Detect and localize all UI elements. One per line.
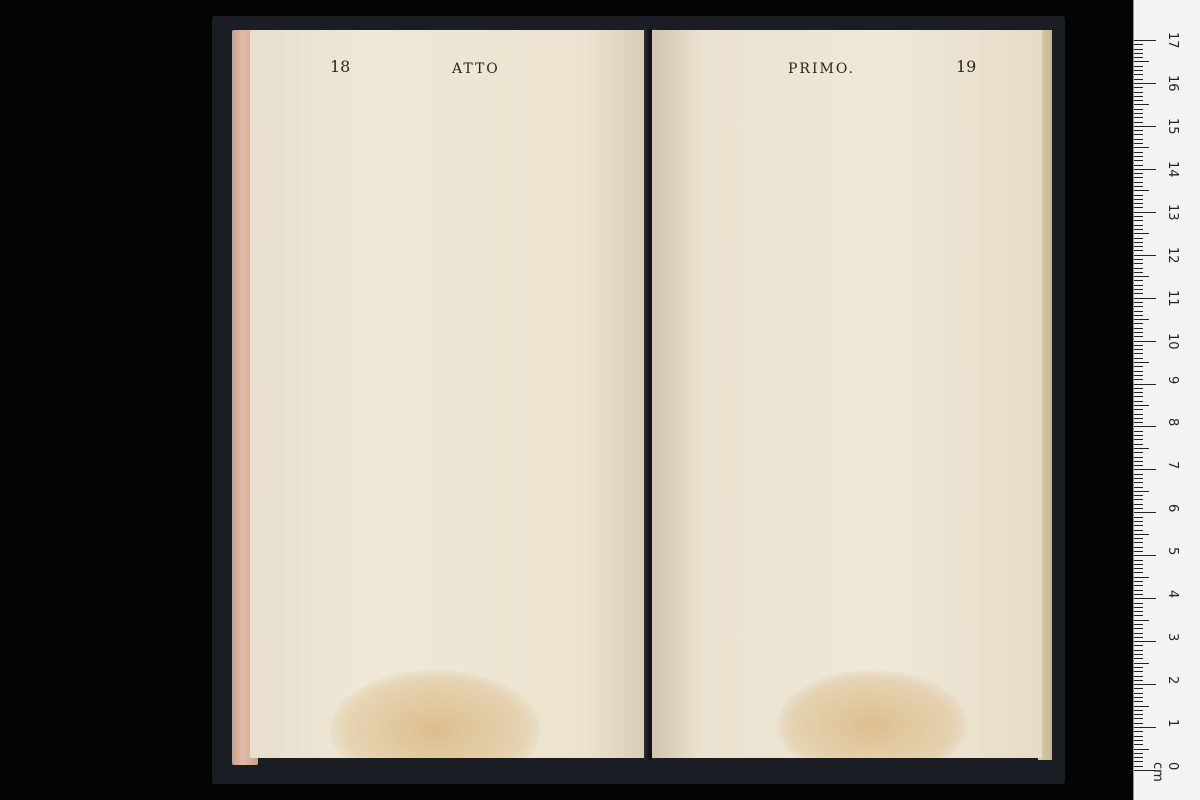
ruler-tick: [1134, 74, 1143, 75]
ruler-tick: [1134, 302, 1143, 303]
ruler-tick: [1134, 598, 1156, 599]
measuring-ruler: [1133, 0, 1200, 800]
ruler-tick: [1134, 487, 1143, 488]
ruler-tick: [1134, 190, 1149, 191]
ruler-label: 0 cm: [1150, 762, 1180, 782]
ruler-tick: [1134, 744, 1143, 745]
ruler-tick: [1134, 366, 1143, 367]
ruler-tick: [1134, 667, 1143, 668]
ruler-tick: [1134, 173, 1143, 174]
ruler-tick: [1134, 718, 1143, 719]
ruler-tick: [1134, 530, 1143, 531]
ruler-label: 10: [1165, 332, 1180, 350]
ruler-tick: [1134, 676, 1143, 677]
ruler-tick: [1134, 130, 1143, 131]
ruler-tick: [1134, 388, 1143, 389]
ruler-tick: [1134, 268, 1143, 269]
ruler-tick: [1134, 697, 1143, 698]
ruler-tick: [1134, 401, 1143, 402]
ruler-tick: [1134, 212, 1156, 213]
ruler-tick: [1134, 336, 1143, 337]
ruler-tick: [1134, 572, 1143, 573]
ruler-tick: [1134, 448, 1149, 449]
ruler-tick: [1134, 306, 1143, 307]
ruler-tick: [1134, 504, 1143, 505]
ruler-tick: [1134, 414, 1143, 415]
ruler-tick: [1134, 61, 1149, 62]
ruler-tick: [1134, 714, 1143, 715]
ruler-tick: [1134, 113, 1143, 114]
ruler-tick: [1134, 392, 1143, 393]
ruler-tick: [1134, 255, 1156, 256]
ruler-tick: [1134, 461, 1143, 462]
ruler-tick: [1134, 298, 1156, 299]
ruler-tick: [1134, 439, 1143, 440]
ruler-tick: [1134, 250, 1143, 251]
ruler-tick: [1134, 169, 1156, 170]
ruler-tick: [1134, 542, 1143, 543]
ruler-tick: [1134, 611, 1143, 612]
page-number: 18: [330, 57, 351, 76]
ruler-tick: [1134, 603, 1143, 604]
ruler-tick: [1134, 341, 1156, 342]
ruler-label: 1: [1165, 719, 1180, 728]
ruler-tick: [1134, 590, 1143, 591]
water-stain: [330, 670, 540, 758]
ruler-tick: [1134, 44, 1143, 45]
ruler-tick: [1134, 203, 1143, 204]
ruler-tick: [1134, 426, 1156, 427]
ruler-tick: [1134, 405, 1149, 406]
ruler-label: 3: [1165, 633, 1180, 642]
ruler-tick: [1134, 311, 1143, 312]
ruler-tick: [1134, 431, 1143, 432]
ruler-tick: [1134, 104, 1149, 105]
ruler-tick: [1134, 293, 1143, 294]
ruler-tick: [1134, 525, 1143, 526]
ruler-label: 2: [1165, 676, 1180, 685]
ruler-tick: [1134, 332, 1143, 333]
ruler-label: 4: [1165, 590, 1180, 599]
ruler-label: 8: [1165, 418, 1180, 427]
ruler-tick: [1134, 534, 1149, 535]
ruler-label: 9: [1165, 375, 1180, 384]
ruler-tick: [1134, 100, 1143, 101]
ruler-label: 15: [1165, 117, 1180, 135]
ruler-tick: [1134, 555, 1156, 556]
ruler-tick: [1134, 225, 1143, 226]
ruler-tick: [1134, 757, 1143, 758]
ruler-tick: [1134, 641, 1156, 642]
ruler-tick: [1134, 40, 1156, 41]
ruler-tick: [1134, 126, 1156, 127]
ruler-tick: [1134, 753, 1143, 754]
ruler-tick: [1134, 263, 1143, 264]
ruler-tick: [1134, 207, 1143, 208]
ruler-tick: [1134, 315, 1143, 316]
ruler-label: 5: [1165, 547, 1180, 556]
ruler-tick: [1134, 615, 1143, 616]
ruler-tick: [1134, 688, 1143, 689]
ruler-tick: [1134, 654, 1143, 655]
ruler-tick: [1134, 66, 1143, 67]
ruler-tick: [1134, 469, 1156, 470]
ruler-tick: [1134, 740, 1143, 741]
ruler-tick: [1134, 353, 1143, 354]
ruler-tick: [1134, 83, 1156, 84]
ruler-tick: [1134, 165, 1143, 166]
ruler-tick: [1134, 238, 1143, 239]
ruler-tick: [1134, 328, 1143, 329]
page-number: 19: [956, 57, 977, 76]
ruler-tick: [1134, 177, 1143, 178]
ruler-tick: [1134, 323, 1143, 324]
ruler-tick: [1134, 345, 1143, 346]
ruler-tick: [1134, 92, 1143, 93]
running-head: PRIMO.: [788, 61, 855, 77]
ruler-tick: [1134, 517, 1143, 518]
ruler-tick: [1134, 474, 1143, 475]
ruler-tick: [1134, 147, 1149, 148]
ruler-tick: [1134, 594, 1143, 595]
ruler-tick: [1134, 547, 1143, 548]
ruler-label: 7: [1165, 461, 1180, 470]
ruler-tick: [1134, 551, 1143, 552]
ruler-tick: [1134, 452, 1143, 453]
ruler-tick: [1134, 57, 1143, 58]
ruler-tick: [1134, 633, 1143, 634]
ruler-tick: [1134, 220, 1143, 221]
ruler-tick: [1134, 658, 1143, 659]
ruler-tick: [1134, 568, 1143, 569]
ruler-tick: [1134, 723, 1143, 724]
ruler-tick: [1134, 117, 1143, 118]
ruler-label: 12: [1165, 246, 1180, 264]
ruler-tick: [1134, 143, 1143, 144]
ruler-tick: [1134, 349, 1143, 350]
ruler-tick: [1134, 581, 1143, 582]
left-page: [250, 30, 648, 758]
ruler-tick: [1134, 465, 1143, 466]
ruler-tick: [1134, 53, 1143, 54]
ruler-tick: [1134, 749, 1149, 750]
ruler-label: 16: [1165, 74, 1180, 92]
ruler-tick: [1134, 246, 1143, 247]
ruler-label: 14: [1165, 160, 1180, 178]
ruler-tick: [1134, 628, 1143, 629]
ruler-tick: [1134, 156, 1143, 157]
ruler-tick: [1134, 478, 1143, 479]
ruler-tick: [1134, 482, 1143, 483]
ruler-tick: [1134, 199, 1143, 200]
ruler-tick: [1134, 375, 1143, 376]
ruler-tick: [1134, 538, 1143, 539]
ruler-label: 11: [1165, 289, 1180, 307]
ruler-tick: [1134, 182, 1143, 183]
ruler-tick: [1134, 186, 1143, 187]
ruler-tick: [1134, 607, 1143, 608]
ruler-tick: [1134, 508, 1143, 509]
ruler-tick: [1134, 706, 1149, 707]
ruler-tick: [1134, 671, 1143, 672]
ruler-tick: [1134, 371, 1143, 372]
ruler-tick: [1134, 495, 1143, 496]
ruler-tick: [1134, 766, 1143, 767]
ruler-tick: [1134, 280, 1143, 281]
ruler-tick: [1134, 680, 1143, 681]
ruler-tick: [1134, 396, 1143, 397]
ruler-tick: [1134, 512, 1156, 513]
ruler-tick: [1134, 521, 1143, 522]
ruler-tick: [1134, 409, 1143, 410]
ruler-tick: [1134, 160, 1143, 161]
ruler-tick: [1134, 276, 1149, 277]
ruler-label: 13: [1165, 203, 1180, 221]
ruler-tick: [1134, 727, 1156, 728]
ruler-tick: [1134, 422, 1143, 423]
ruler-tick: [1134, 96, 1143, 97]
water-stain: [777, 670, 967, 758]
ruler-tick: [1134, 624, 1143, 625]
ruler-tick: [1134, 289, 1143, 290]
ruler-tick: [1134, 457, 1143, 458]
ruler-tick: [1134, 435, 1143, 436]
ruler-tick: [1134, 499, 1143, 500]
ruler-tick: [1134, 560, 1143, 561]
ruler-tick: [1134, 761, 1143, 762]
ruler-label: 17: [1165, 32, 1180, 49]
ruler-tick: [1134, 693, 1143, 694]
ruler-tick: [1134, 79, 1143, 80]
ruler-tick: [1134, 684, 1156, 685]
ruler-tick: [1134, 418, 1143, 419]
ruler-tick: [1134, 710, 1143, 711]
ruler-tick: [1134, 319, 1149, 320]
ruler-tick: [1134, 122, 1143, 123]
ruler-tick: [1134, 139, 1143, 140]
ruler-tick: [1134, 731, 1143, 732]
ruler-tick: [1134, 49, 1143, 50]
right-page: [652, 30, 1042, 758]
ruler-tick: [1134, 362, 1149, 363]
ruler-tick: [1134, 358, 1143, 359]
ruler-tick: [1134, 109, 1143, 110]
ruler-tick: [1134, 585, 1143, 586]
ruler-tick: [1134, 70, 1143, 71]
ruler-tick: [1134, 216, 1143, 217]
running-head: ATTO: [452, 61, 500, 77]
ruler-tick: [1134, 577, 1149, 578]
ruler-tick: [1134, 259, 1143, 260]
ruler-tick: [1134, 736, 1143, 737]
ruler-tick: [1134, 444, 1143, 445]
ruler-tick: [1134, 229, 1143, 230]
ruler-tick: [1134, 650, 1143, 651]
ruler-tick: [1134, 491, 1149, 492]
ruler-tick: [1134, 384, 1156, 385]
ruler-tick: [1134, 701, 1143, 702]
ruler-tick: [1134, 233, 1149, 234]
ruler-tick: [1134, 285, 1143, 286]
ruler-tick: [1134, 272, 1143, 273]
ruler-tick: [1134, 637, 1143, 638]
ruler-tick: [1134, 152, 1143, 153]
ruler-tick: [1134, 645, 1143, 646]
ruler-tick: [1134, 620, 1149, 621]
ruler-tick: [1134, 195, 1143, 196]
ruler-tick: [1134, 87, 1143, 88]
ruler-label: 6: [1165, 504, 1180, 513]
ruler-tick: [1134, 379, 1143, 380]
ruler-tick: [1134, 663, 1149, 664]
ruler-tick: [1134, 242, 1143, 243]
ruler-tick: [1134, 134, 1143, 135]
ruler-tick: [1134, 564, 1143, 565]
